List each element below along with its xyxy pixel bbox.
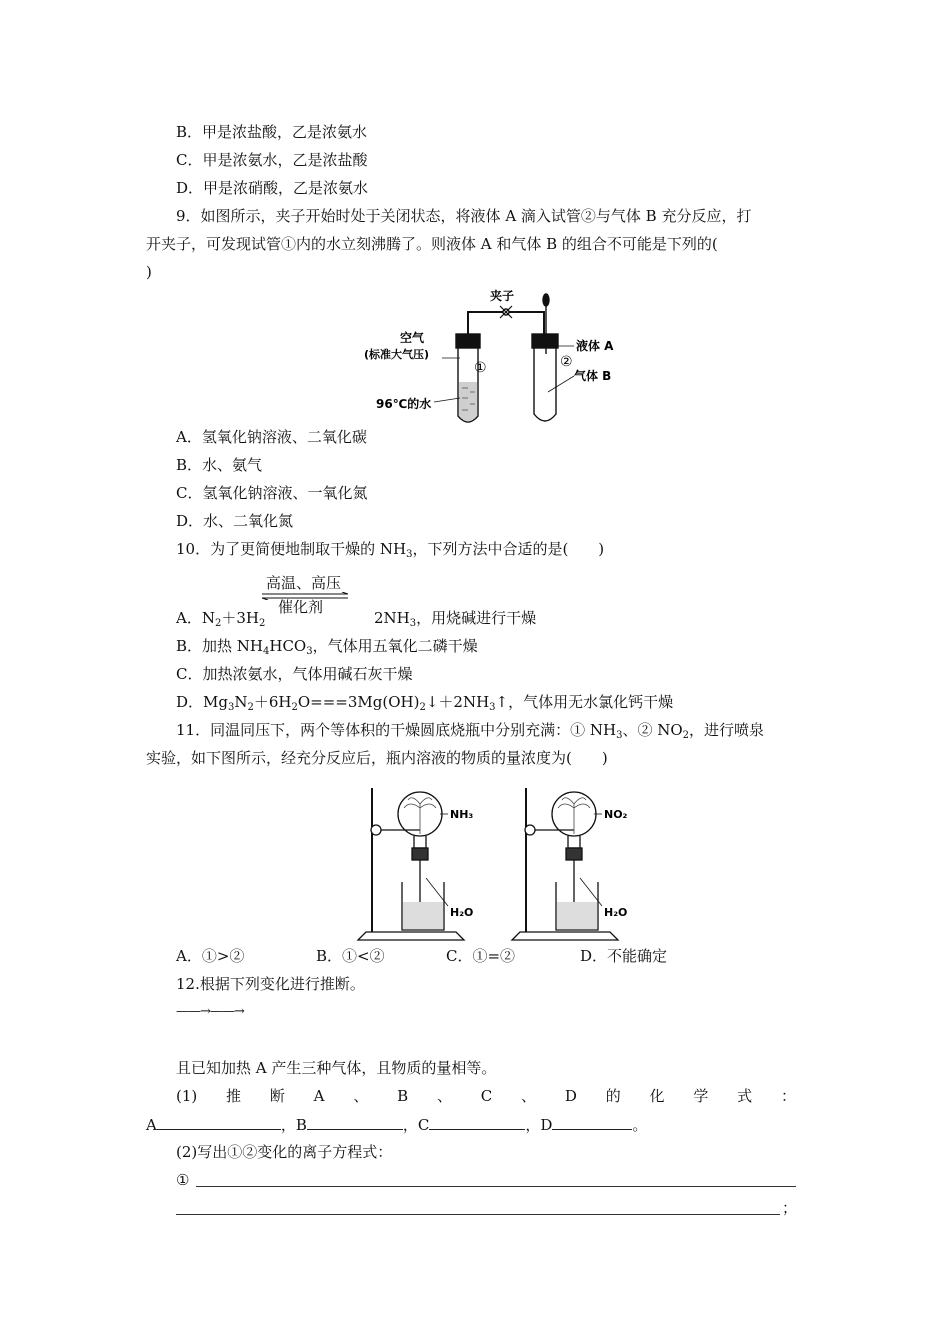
q9-apparatus-figure [360,286,640,430]
q10-b-part1: B．加热 NH [176,637,263,655]
clip-label: 夹子 [489,289,515,303]
q12-part1-char: (1) [176,1087,198,1105]
q10-d-sub5: 3 [489,702,496,713]
tube1-label: ① [474,360,487,376]
gas2-label: NO₂ [604,808,628,821]
q12-part1-char: ： [780,1087,796,1105]
equation1-line1-input[interactable] [196,1186,796,1187]
water-label-right: H₂O [604,906,628,919]
tube2-label: ② [560,354,573,370]
q12-reaction-arrows: ——→——→ [176,1004,244,1019]
q12-stem: 12.根据下列变化进行推断。 [176,975,365,993]
q10-stem-tail: ，下列方法中合适的是( ) [412,540,605,558]
q12-part1-char: 推 [226,1087,242,1105]
q10-a-sub1: 2 [214,618,222,629]
q10-d-part2: N [234,693,248,711]
label-d: ，D [525,1116,553,1134]
q10-b-part2: HCO [269,637,307,655]
q9-option-c: C．氢氧化钠溶液、一氧化氮 [176,484,368,502]
period: 。 [632,1116,648,1134]
answer-d-input[interactable] [552,1114,632,1130]
q12-part1-char: 学 [693,1087,709,1105]
fountain-spray-icon [404,798,590,834]
q10-d-sub1: 3 [228,702,235,713]
q10-a-part2: ＋3H [221,609,259,627]
q10-d-part1: D．Mg [176,693,228,711]
q8-option-d: D．甲是浓硝酸，乙是浓氨水 [176,179,369,197]
water-label-left: H₂O [450,906,474,919]
q10-option-c: C．加热浓氨水，气体用碱石灰干燥 [176,665,413,683]
q12-part1-char: D [564,1087,577,1105]
q10-b-sub1: 4 [263,646,270,657]
air-label: 空气 [400,331,425,345]
q10-stem [176,539,604,559]
gas1-label: NH₃ [450,808,474,821]
q10-d-part6: ↑，气体用无水氯化钙干燥 [495,693,674,711]
q11-l1-sub1: 3 [616,730,623,741]
q10-option-a-right [374,608,536,628]
q9-option-a: A．氢氧化钠溶液、二氧化碳 [176,428,367,446]
answer-b-input[interactable] [307,1114,403,1130]
condition-bottom: 催化剂 [278,598,324,616]
pressure-label: (标准大气压) [364,348,430,361]
q11-option-c: C．①=② [446,947,516,965]
q12-part1-char: 、 [436,1087,452,1105]
q10-a-sub3: 3 [409,618,417,629]
q12-part1-char: 、 [521,1087,537,1105]
q10-d-part5: ↓＋2NH [425,693,490,711]
q10-stem-sub: 3 [406,549,413,560]
q9-option-d: D．水、二氧化氮 [176,512,294,530]
label-c: ，C [402,1116,430,1134]
q11-l1-part2: 、② NO [622,721,683,739]
answer-c-input[interactable] [429,1114,525,1130]
q9-stem-line3: ) [146,263,152,281]
q8-option-c: C．甲是浓氨水，乙是浓盐酸 [176,151,368,169]
q12-equation1-label: ① [176,1171,190,1189]
equation1-line2-input[interactable] [176,1214,780,1215]
q11-option-d: D．不能确定 [580,947,668,965]
q10-stem-text: 10．为了更简便地制取干燥的 NH [176,540,407,558]
q10-a-part4: ，用烧碱进行干燥 [416,609,537,627]
q11-l1-sub2: 2 [682,730,690,741]
q12-part1-char: 的 [605,1087,621,1105]
q11-fountain-figure [352,778,658,946]
q12-part1-char: 化 [649,1087,665,1105]
q11-stem-line2: 实验，如下图所示，经充分反应后，瓶内溶液的物质的量浓度为( ) [146,749,608,767]
q11-option-a: A．①>② [176,947,245,965]
liquid-a-label: 液体 A [576,339,614,353]
q10-b-sub2: 3 [306,646,313,657]
q11-option-b: B．①<② [316,947,385,965]
q10-reaction-condition [258,574,352,614]
condition-top: 高温、高压 [266,574,342,592]
q9-stem-line2: 开夹子，可发现试管①内的水立刻沸腾了。则液体 A 和气体 B 的组合不可能是下列的( [146,235,718,253]
label-a: A [146,1116,157,1134]
q10-option-a-left [176,608,265,628]
q11-stem-line1 [176,720,764,740]
water-label: 96℃的水 [376,397,432,411]
gas-b-label: 气体 B [574,369,612,383]
q12-part1-char: C [480,1087,493,1105]
semicolon: ； [782,1199,798,1217]
q12-part2-prompt: (2)写出①②变化的离子方程式： [176,1143,393,1161]
answer-a-input[interactable] [157,1114,281,1130]
q10-a-sub2: 2 [258,618,266,629]
q10-d-sub3: 2 [291,702,298,713]
q10-d-sub2: 2 [247,702,254,713]
q12-part1-prompt [176,1086,796,1106]
q12-part1-char: 、 [353,1087,369,1105]
q10-d-part3: ＋6H [253,693,292,711]
label-b: ，B [280,1116,307,1134]
q10-d-part4: O===3Mg(OH) [297,693,420,711]
q9-stem-line1: 9．如图所示，夹子开始时处于关闭状态，将液体 A 滴入试管②与气体 B 充分反应，打 [176,207,752,225]
q11-l1-part3: ，进行喷泉 [689,721,765,739]
q10-option-b [176,636,478,656]
q12-part1-char: 断 [269,1087,285,1105]
q10-a-part3: 2NH [374,609,410,627]
q12-part1-answer-row [146,1114,647,1135]
q12-part1-char: B [397,1087,409,1105]
q10-option-d [176,692,673,712]
q12-known: 且已知加热 A 产生三种气体，且物质的量相等。 [176,1059,497,1077]
q12-part1-char: A [313,1087,325,1105]
q10-a-part1: A．N [176,609,215,627]
q10-d-sub4: 2 [419,702,426,713]
q8-option-b: B．甲是浓盐酸，乙是浓氨水 [176,123,368,141]
q10-b-part3: ，气体用五氧化二磷干燥 [312,637,478,655]
q11-l1-part1: 11．同温同压下，两个等体积的干燥圆底烧瓶中分别充满：① NH [176,721,617,739]
q9-option-b: B．水、氨气 [176,456,263,474]
q12-part1-char: 式 [737,1087,753,1105]
